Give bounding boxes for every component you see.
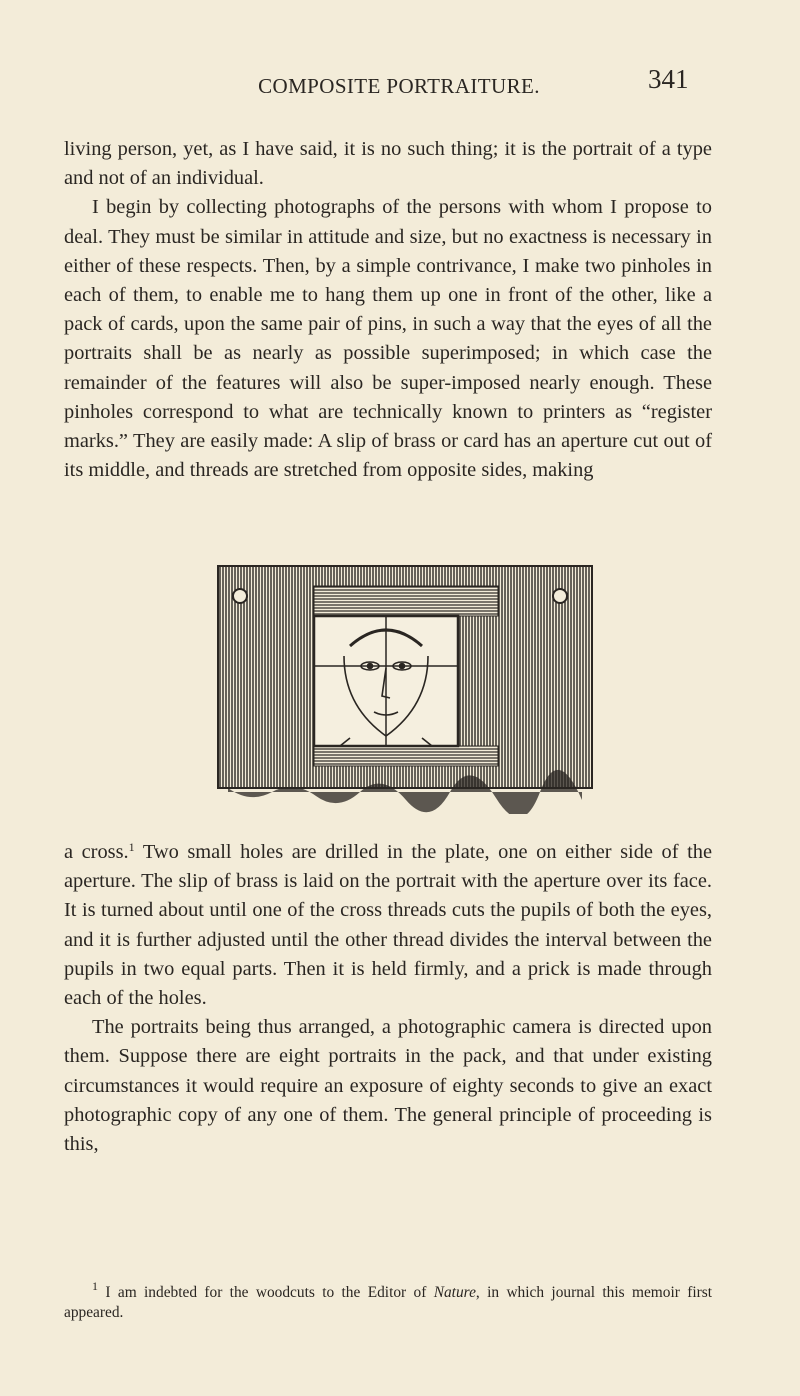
running-head: COMPOSITE PORTRAITURE. (258, 74, 540, 98)
paragraph (64, 838, 712, 1013)
text-block-bottom (64, 838, 712, 1159)
footnote-text-before: I am indebted for the woodcuts to the Editor of (105, 1284, 434, 1301)
paragraph: living person, yet, as I have said, it is no such thing; it is the portrait of a type and not of an individual. (64, 138, 712, 190)
paragraph-text: a cross. (64, 841, 129, 863)
paragraph: The portraits being thus arranged, a photographic camera is directed upon them. Suppose there are eight portraits in the pack, and that under existing circumstances it would require an exposure of eighty seconds to give an exact photographic copy of any one of them. The general principle of proceeding is this, (64, 1016, 712, 1156)
text-block-top (64, 135, 712, 485)
page-number: 341 (648, 64, 689, 94)
plate-bottom-band (314, 746, 498, 766)
paragraph-text: Two small holes are drilled in the plate, one on either side of the aperture. The slip of brass is laid on the portrait with the aperture over its face. It is turned about until one of the cross threads cuts the pupils of both the eyes, and it is further adjusted until the other thread divides the interval between the pupils in two equal parts. Then it is held firmly, and a prick is made through each of the holes. (64, 841, 712, 1010)
footnote-text (64, 1279, 712, 1323)
plate-top-band (314, 586, 498, 616)
footnote-marker: 1 (92, 1279, 98, 1293)
register-frame-woodcut (210, 556, 600, 814)
pinhole-left (233, 589, 247, 603)
footnote (64, 1279, 712, 1323)
footnote-text-after: , in which journal this memoir first appeared. (64, 1284, 712, 1321)
footnote-reference: 1 (128, 840, 135, 854)
pinhole-right (553, 589, 567, 603)
paragraph: I begin by collecting photographs of the persons with whom I propose to deal. They must be similar in attitude and size, but no exactness is necessary in either of these respects. Then, by a simple contrivance, I make two pinholes in each of them, to enable me to hang them up one in front of the other, like a pack of cards, upon the same pair of pins, in such a way that the eyes of all the portraits shall be as nearly as possible superimposed; in which case the remainder of the features will also be super-imposed nearly enough. These pinholes correspond to what are technically known to printers as “register marks.” They are easily made: A slip of brass or card has an aperture cut out of its middle, and threads are stretched from opposite sides, making (64, 196, 712, 482)
journal-title: Nature (433, 1284, 476, 1301)
